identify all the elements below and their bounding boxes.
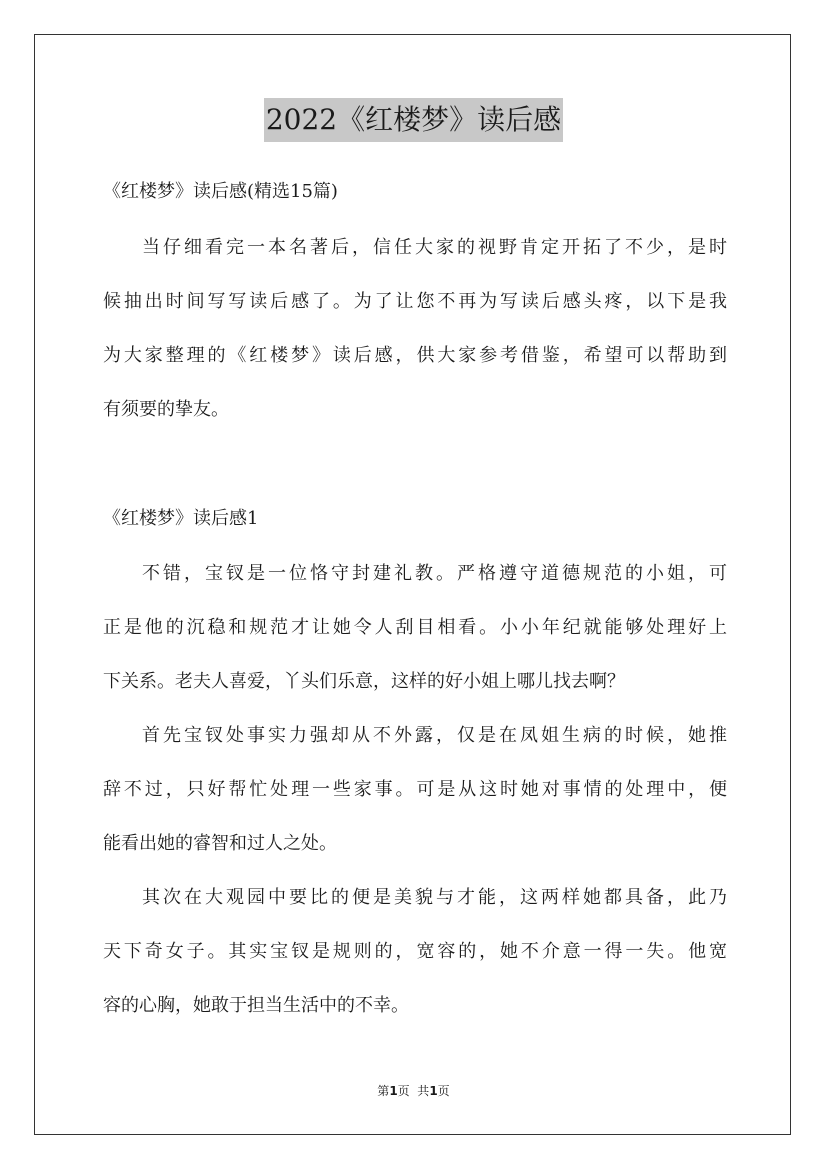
para1-line-2: 正是他的沉稳和规范才让她令人刮目相看。小小年纪就能够处理好上 [103,617,727,638]
document-subtitle: 《红楼梦》读后感(精选15篇) [103,181,338,202]
intro-line-2: 候抽出时间写写读后感了。为了让您不再为写读后感头疼，以下是我 [103,291,727,312]
para1-line-3: 下关系。老夫人喜爱，丫头们乐意，这样的好小姐上哪儿找去啊？ [103,671,625,692]
footer-current-page: 1 [389,1084,398,1098]
document-title: 2022《红楼梦》读后感 [264,98,563,142]
para2-line-3: 能看出她的睿智和过人之处。 [103,833,337,854]
para3-line-3: 容的心胸，她敢于担当生活中的不幸。 [103,995,409,1016]
title-container [0,98,827,142]
footer-total-pages: 1 [429,1084,438,1098]
para3-line-1: 其次在大观园中要比的便是美貌与才能，这两样她都具备，此乃 [142,887,727,908]
section-heading: 《红楼梦》读后感1 [103,508,259,529]
intro-line-3: 为大家整理的《红楼梦》读后感，供大家参考借鉴，希望可以帮助到 [103,345,727,366]
para1-line-1: 不错，宝钗是一位恪守封建礼教。严格遵守道德规范的小姐，可 [142,563,727,584]
intro-line-4: 有须要的挚友。 [103,399,229,420]
footer-prefix: 第 [377,1084,390,1098]
page-footer [0,1082,827,1100]
footer-mid: 页 共 [397,1084,430,1098]
para3-line-2: 天下奇女子。其实宝钗是规则的，宽容的，她不介意一得一失。他宽 [103,941,727,962]
footer-suffix: 页 [437,1084,450,1098]
para2-line-1: 首先宝钗处事实力强却从不外露，仅是在凤姐生病的时候，她推 [142,725,727,746]
para2-line-2: 辞不过，只好帮忙处理一些家事。可是从这时她对事情的处理中，便 [103,779,727,800]
intro-line-1: 当仔细看完一本名著后，信任大家的视野肯定开拓了不少，是时 [142,237,727,258]
